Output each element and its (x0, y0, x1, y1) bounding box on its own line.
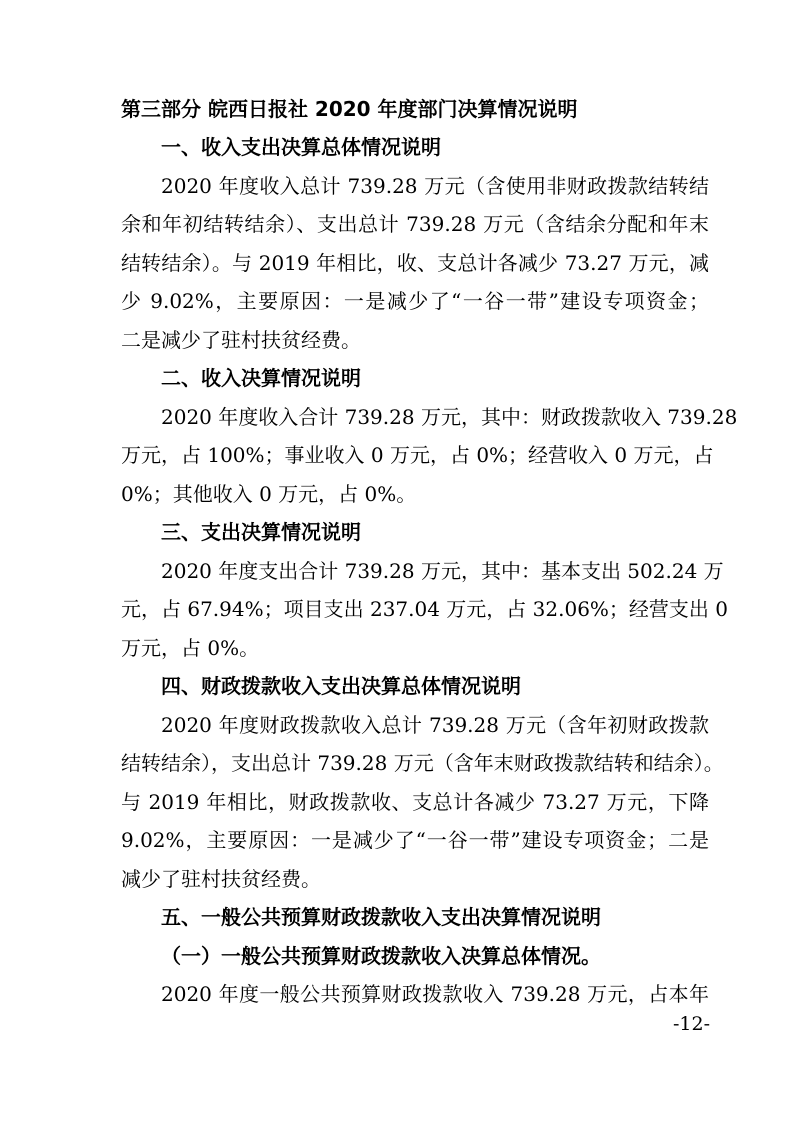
section-4-line-1: 2020 年度财政拨款收入总计 739.28 万元（含年初财政拨款 (161, 713, 709, 737)
section-2-line-3: 0%；其他收入 0 万元，占 0%。 (121, 482, 417, 506)
section-4-line-2: 结转结余），支出总计 739.28 万元（含年末财政拨款结转和结余）。 (121, 751, 724, 775)
section-4-line-4: 9.02%，主要原因：一是减少了“一谷一带”建设专项资金；二是 (121, 828, 709, 852)
section-3-line-3: 万元，占 0%。 (121, 636, 260, 660)
section-2-heading: 二、收入决算情况说明 (161, 366, 361, 390)
section-1-line-1: 2020 年度收入总计 739.28 万元（含使用非财政拨款结转结 (161, 174, 709, 198)
section-5-subheading: （一）一般公共预算财政拨款收入决算总体情况。 (161, 944, 601, 968)
section-5-line-1: 2020 年度一般公共预算财政拨款收入 739.28 万元，占本年 (161, 982, 709, 1006)
section-4-line-3: 与 2019 年相比，财政拨款收、支总计各减少 73.27 万元，下降 (121, 790, 709, 814)
section-1-heading: 一、收入支出决算总体情况说明 (161, 135, 441, 159)
section-3-line-2: 元，占 67.94%；项目支出 237.04 万元，占 32.06%；经营支出 0 (121, 597, 729, 621)
document-title: 第三部分 皖西日报社 2020 年度部门决算情况说明 (121, 97, 578, 121)
section-3-line-1: 2020 年度支出合计 739.28 万元，其中：基本支出 502.24 万 (161, 559, 724, 583)
section-1-line-2: 余和年初结转结余）、支出总计 739.28 万元（含结余分配和年末 (121, 212, 709, 236)
section-1-line-5: 二是减少了驻村扶贫经费。 (121, 328, 361, 352)
section-2-line-2: 万元，占 100%；事业收入 0 万元，占 0%；经营收入 0 万元，占 (121, 443, 714, 467)
section-4-line-5: 减少了驻村扶贫经费。 (121, 867, 321, 891)
section-1-line-4: 少 9.02%，主要原因：一是减少了“一谷一带”建设专项资金； (121, 289, 709, 313)
page-number: -12- (673, 1013, 711, 1035)
section-3-heading: 三、支出决算情况说明 (161, 520, 361, 544)
section-1-line-3: 结转结余）。与 2019 年相比，收、支总计各减少 73.27 万元，减 (121, 251, 709, 275)
section-4-heading: 四、财政拨款收入支出决算总体情况说明 (161, 674, 521, 698)
section-2-line-1: 2020 年度收入合计 739.28 万元，其中：财政拨款收入 739.28 (161, 405, 738, 429)
section-5-heading: 五、一般公共预算财政拨款收入支出决算情况说明 (161, 905, 601, 929)
